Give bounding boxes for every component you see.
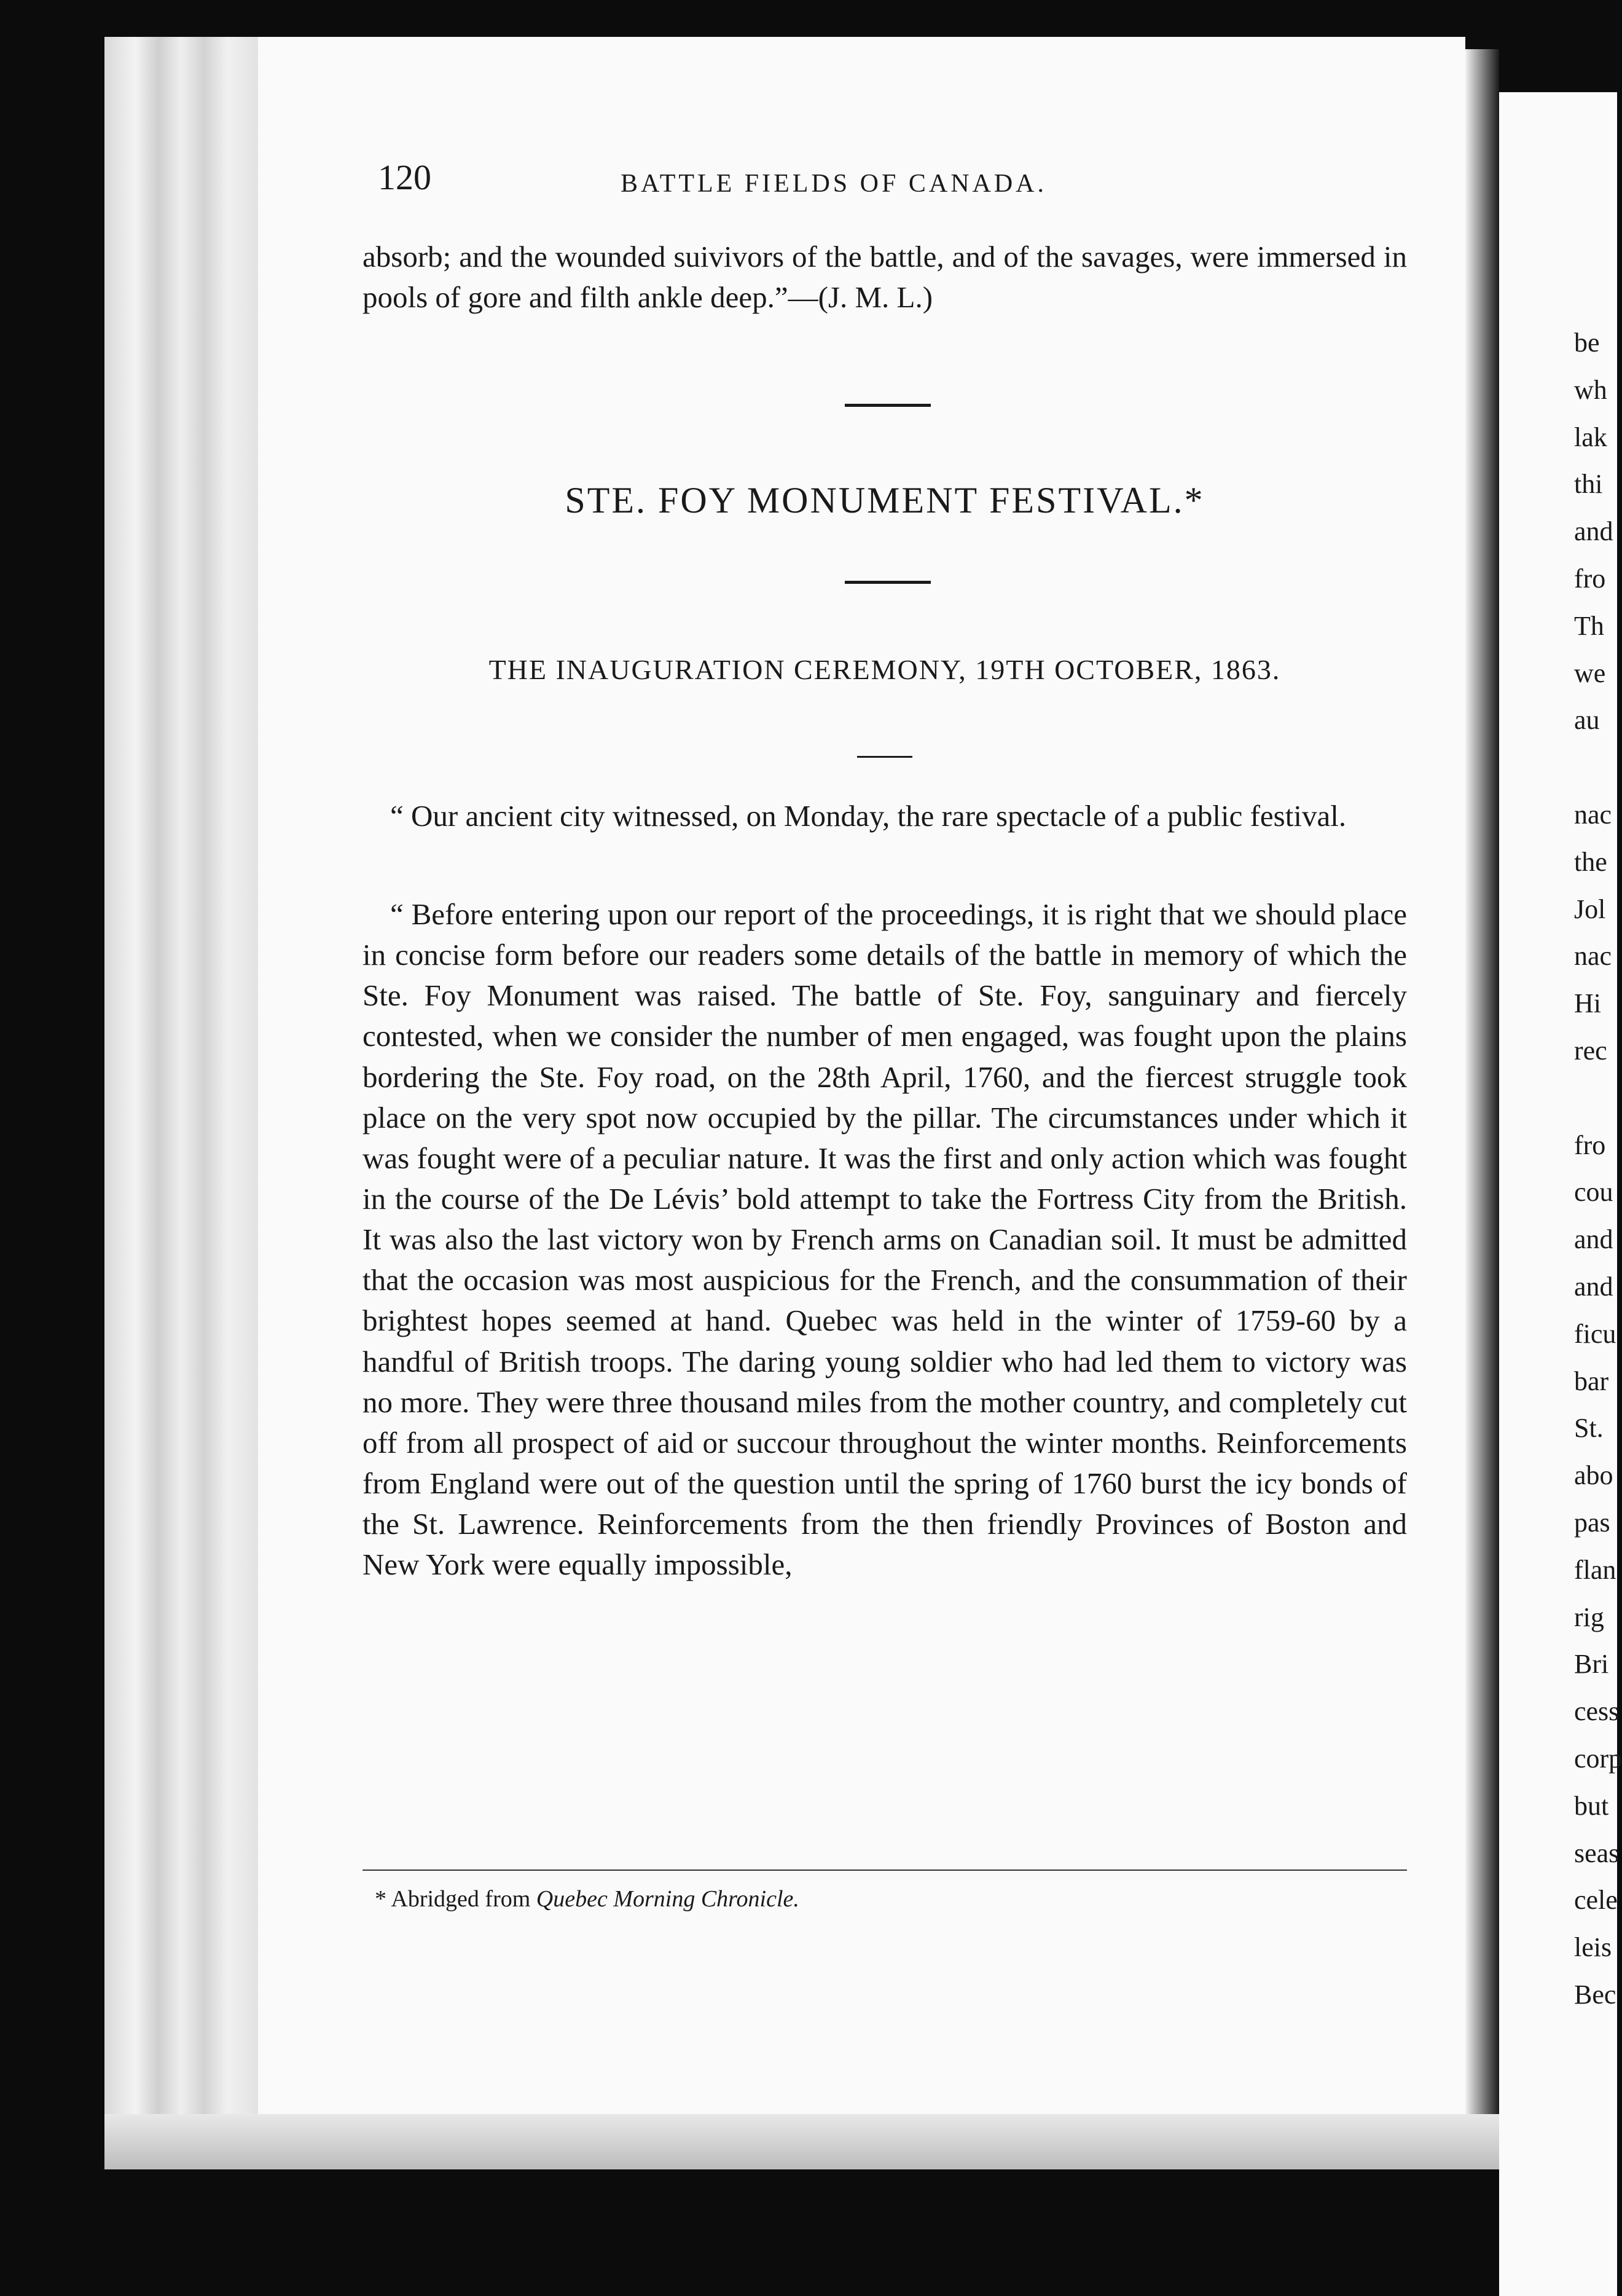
facing-page-line: thi: [1574, 469, 1603, 500]
body-paragraph: “ Our ancient city witnessed, on Monday, the rare spectacle of a public festival.: [390, 799, 1347, 833]
facing-page-line: au: [1574, 705, 1600, 736]
footnote-rule: [362, 1869, 1407, 1871]
footnote-prefix: * Abridged from: [375, 1886, 536, 1912]
footnote-source: Quebec Morning Chronicle.: [536, 1886, 799, 1912]
facing-page-line: leis: [1574, 1932, 1612, 1963]
facing-page-line: [1574, 1075, 1617, 1122]
facing-page-line: ficu: [1574, 1318, 1616, 1349]
facing-page-line: but: [1574, 1790, 1609, 1821]
facing-page-line: seas: [1574, 1838, 1620, 1868]
facing-page-line: we: [1574, 658, 1606, 688]
facing-page-line: pas: [1574, 1507, 1610, 1538]
running-title: BATTLE FIELDS OF CANADA.: [621, 170, 1048, 198]
section-subtitle: THE INAUGURATION CEREMONY, 19TH OCTOBER, 1863.: [488, 654, 1281, 685]
facing-page-line: nac: [1574, 941, 1612, 972]
gutter-shadow: [1465, 49, 1499, 2163]
page-bottom-edge: [104, 2114, 1499, 2169]
section-rule-middle: [845, 581, 931, 584]
section-rule-bottom: [857, 756, 912, 758]
footnote: [375, 1885, 799, 1913]
book-fore-edge: [104, 37, 258, 2114]
facing-page-line: cess: [1574, 1696, 1620, 1727]
facing-page-line: cele: [1574, 1885, 1618, 1916]
facing-page-line: wh: [1574, 374, 1607, 405]
body-paragraph: “ Before entering upon our report of the proceedings, it is right that we should place in concise form before our readers some details of the battle in memory of which the Ste. Foy Monument was raised. The battle of Ste. Foy, sanguinary and fiercely contested, when we consider the number of men engaged, was fought upon the plains bordering the Ste. Foy road, on the 28th April, 1760, and the fiercest struggle took place on the very spot now occupied by the pillar. The circumstances under which it was fought were of a peculiar nature. It was the first and only action which was fought in the course of the De Lévis’ bold attempt to take the Fortress City from the British. It was also the last victory won by French arms on Canadian soil. It must be admitted that the occasion was most auspicious for the French, and the consummation of their brightest hopes seemed at hand. Quebec was held in the winter of 1759-60 by a handful of British troops. The daring young soldier who had led them to victory was no more. They were three thousand miles from the mother country, and completely cut off from all prospect of aid or succour throughout the winter months. Reinforcements from England were out of the question until the spring of 1760 burst the icy bonds of the St. Lawrence. Reinforcements from the then friendly Provinces of Boston and New York were equally impossible,: [362, 897, 1407, 1582]
facing-page-line: [1574, 744, 1617, 792]
facing-page-line: Jol: [1574, 894, 1606, 924]
facing-page-line: corp: [1574, 1743, 1622, 1774]
facing-page-line: Bec: [1574, 1979, 1616, 2010]
facing-page-line: Th: [1574, 610, 1604, 641]
facing-page-line: be: [1574, 328, 1600, 358]
facing-page-line: and: [1574, 1271, 1613, 1302]
facing-page-line: and: [1574, 516, 1613, 547]
facing-page-line: lak: [1574, 422, 1607, 452]
section-title: STE. FOY MONUMENT FESTIVAL.*: [565, 480, 1205, 521]
facing-page-line: rig: [1574, 1602, 1604, 1632]
page-number: 120: [378, 157, 431, 197]
facing-page-line: nac: [1574, 799, 1612, 830]
facing-page-line: cou: [1574, 1177, 1613, 1208]
facing-page-line: rec: [1574, 1035, 1607, 1066]
facing-page-line: fro: [1574, 563, 1606, 594]
facing-page-line: bar: [1574, 1366, 1609, 1396]
facing-page-line: flan: [1574, 1554, 1616, 1585]
facing-page-line: and: [1574, 1224, 1613, 1255]
facing-page-line: Hi: [1574, 988, 1601, 1019]
facing-page-line: fro: [1574, 1130, 1606, 1160]
section-rule-top: [845, 404, 931, 407]
facing-page-line: Bri: [1574, 1649, 1609, 1680]
facing-page-text: [1574, 320, 1622, 2019]
facing-page-line: abo: [1574, 1460, 1613, 1491]
facing-page-line: the: [1574, 846, 1607, 877]
continuation-paragraph: absorb; and the wounded suivivors of the battle, and of the savages, were immersed in pools of gore and filth ankle deep.”—(J. M. L.): [362, 240, 1407, 315]
facing-page-line: St.: [1574, 1413, 1604, 1444]
